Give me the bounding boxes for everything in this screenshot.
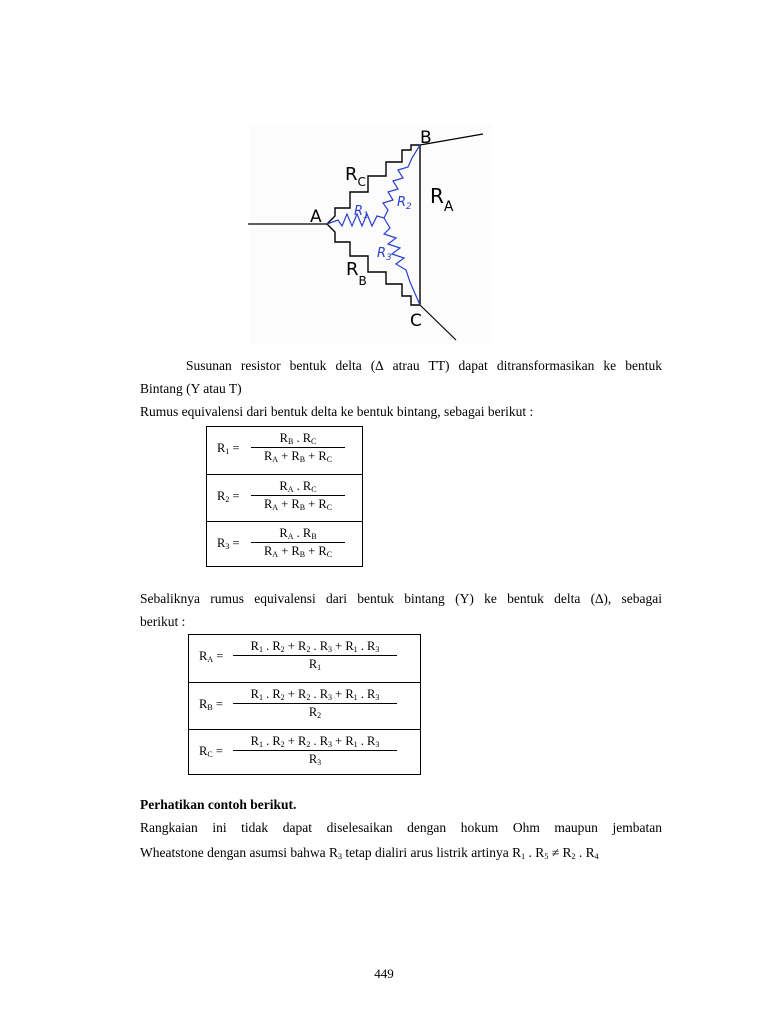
formula-r1: $R_1$ = $\frac{R_B . R_C}{R_A + R_B + R_C}$: [207, 427, 362, 474]
reverse-line-2: berikut :: [140, 614, 186, 629]
node-c-label: C: [410, 311, 422, 331]
node-b-label: B: [420, 128, 432, 148]
label-r2: $R_2$: [397, 195, 412, 212]
intro-line-1: Susunan resistor bentuk delta (∆ atrau TT) dapat ditransformasikan ke bentuk: [186, 358, 662, 373]
formula-ra: $R_A$ = $\frac{R_1 . R_2 + R_2 . R_3 + R_1 . R_3}{R_1}$: [189, 635, 420, 682]
delta-to-star-table: [206, 426, 363, 567]
reverse-line-1: Sebaliknya rumus equivalensi dari bentuk bintang (Y) ke bentuk delta (∆), sebagai: [140, 591, 662, 606]
label-r3: $R_3$: [377, 246, 392, 263]
intro-line-2: Bintang (Y atau T): [140, 381, 242, 396]
formula-rc: $R_C$ = $\frac{R_1 . R_2 + R_2 . R_3 + R_1 . R_3}{R_3}$: [189, 729, 420, 775]
formula-rb: $R_B$ = $\frac{R_1 . R_2 + R_2 . R_3 + R_1 . R_3}{R_2}$: [189, 682, 420, 729]
label-rc: $R_C$: [345, 164, 366, 189]
example-line-1: Rangkaian ini tidak dapat diselesaikan dengan hokum Ohm maupun jembatan: [140, 820, 662, 835]
formula-r2: $R_2$ = $\frac{R_A . R_C}{R_A + R_B + R_C}$: [207, 474, 362, 521]
formula-r3: $R_3$ = $\frac{R_A . R_B}{R_A + R_B + R_C}$: [207, 521, 362, 567]
label-rb: $R_B$: [346, 259, 367, 288]
label-ra: $R_A$: [430, 184, 454, 215]
intro-line-3: Rumus equivalensi dari bentuk delta ke bentuk bintang, sebagai berikut :: [140, 404, 534, 419]
example-line-2: Wheatstone dengan asumsi bahwa $R_3$ tetap dialiri arus listrik artinya $R_1$ . $R_5 \ne R_2$ . $R_4$: [140, 845, 599, 861]
delta-star-diagram: [244, 122, 494, 346]
example-heading: Perhatikan contoh berikut.: [140, 797, 297, 812]
node-a-label: A: [310, 207, 322, 227]
label-r1: $R_1$: [354, 204, 369, 221]
star-to-delta-table: [188, 634, 421, 775]
page-number: 449: [374, 966, 394, 981]
